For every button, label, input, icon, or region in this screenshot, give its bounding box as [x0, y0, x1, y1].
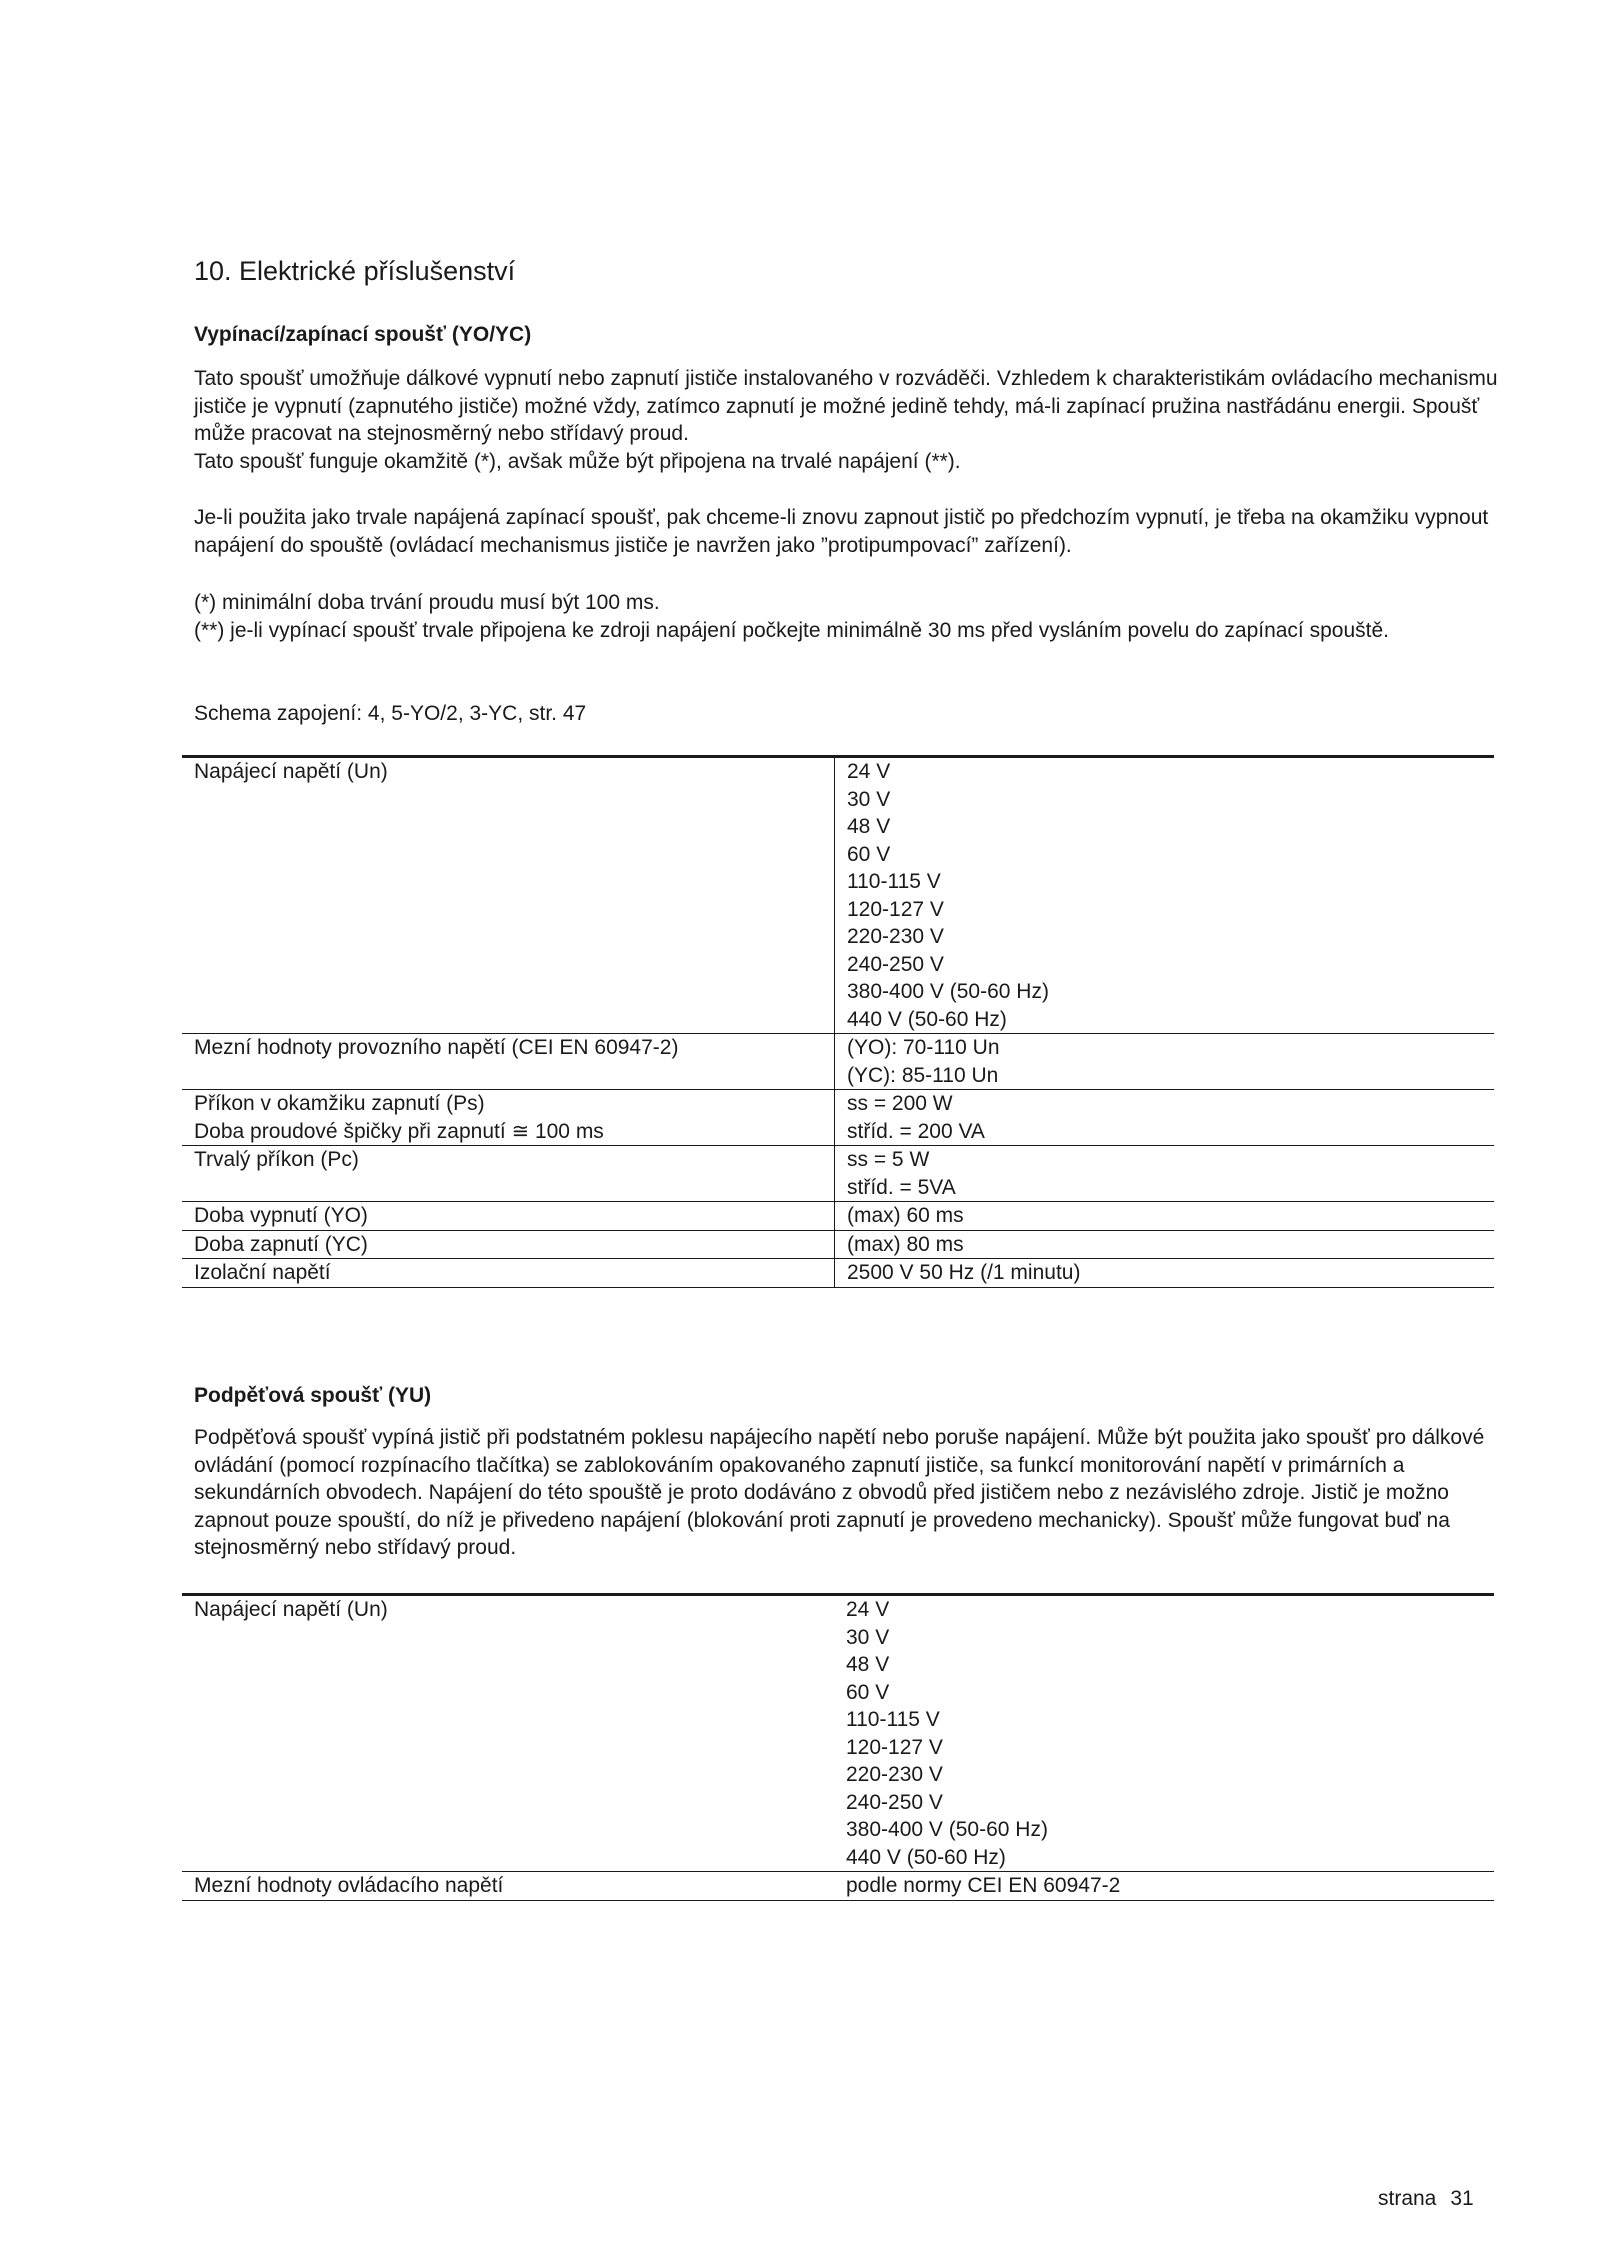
parameter-value: podle normy CEI EN 60947-2: [846, 1874, 1121, 1897]
parameter-value: 220-230 V: [847, 925, 944, 948]
parameter-value: 380-400 V (50-60 Hz): [847, 980, 1049, 1003]
section2-paragraph-1: Podpěťová spoušť vypíná jistič při podstatném poklesu napájecího napětí nebo poruše napájení. Může být použita jako spoušť pro dálkové ovládání (pomocí rozpínacího tlačítka) se zablokováním opakovaného zapnutí jističe, sa funkcí monitorování napětí v primárních a sekundárních obvodech. Napájení do této spouště je proto dodáváno z obvodů před jističem nebo z nezávislého zdroje. Jistič je možno zapnout pouze spouští, do níž je přivedeno napájení (blokování proti zapnutí je provedeno mechanicky). Spoušť může fungovat buď na stejnosměrný nebo střídavý proud.: [194, 1426, 1485, 1559]
value-cell: [834, 1595, 1494, 1872]
table-row: [182, 1872, 1494, 1901]
parameter-label: Doba zapnutí (YC): [194, 1232, 368, 1256]
parameter-cell: [182, 1230, 835, 1259]
section-title-yu: Podpěťová spoušť (YU): [194, 1384, 432, 1407]
parameter-cell: [182, 1146, 835, 1202]
parameter-value: 240-250 V: [846, 1790, 943, 1814]
spec-table-yu: [182, 1593, 1494, 1901]
section-title-yo-yc: Vypínací/zapínací spoušť (YO/YC): [194, 323, 532, 346]
parameter-value: (YO): 70-110 Un: [847, 1036, 1000, 1059]
section1-paragraph-2: Je-li použita jako trvale napájená zapínací spoušť, pak chceme-li znovu zapnout jistič po předchozím vypnutí, je třeba na okamžiku vypnout napájení do spouště (ovládací mechanismus jističe je navržen jako ”protipumpovací” zařízení).: [194, 506, 1489, 557]
table-row: [182, 757, 1494, 1034]
parameter-value: 48 V: [846, 1653, 890, 1676]
parameter-value: 24 V: [847, 760, 891, 783]
parameter-label: Napájecí napětí (Un): [194, 1598, 388, 1621]
parameter-value: 30 V: [847, 787, 891, 811]
parameter-label: Mezní hodnoty provozního napětí (CEI EN 60947-2): [194, 1036, 679, 1059]
parameter-label: Mezní hodnoty ovládacího napětí: [194, 1874, 504, 1897]
parameter-value: (YC): 85-110 Un: [847, 1063, 999, 1087]
parameter-value: 120-127 V: [847, 897, 944, 921]
page-number: [1378, 2187, 1488, 2211]
page-number-value: 31: [1450, 2187, 1474, 2210]
parameter-label: Doba proudové špičky při zapnutí ≅ 100 ms: [194, 1119, 604, 1143]
value-cell: [834, 1872, 1494, 1901]
parameter-value: 440 V (50-60 Hz): [846, 1845, 1006, 1869]
table-row: [182, 1090, 1494, 1146]
table-row: [182, 1595, 1494, 1872]
table-row: [182, 1034, 1494, 1090]
parameter-cell: [182, 1872, 834, 1901]
value-cell: [835, 1146, 1495, 1202]
parameter-label: Trvalý příkon (Pc): [194, 1148, 359, 1171]
parameter-label: Doba vypnutí (YO): [194, 1204, 368, 1227]
table-row: [182, 1202, 1494, 1231]
value-cell: [835, 1202, 1495, 1231]
spec-table-yo-yc: [182, 755, 1494, 1288]
parameter-value: 24 V: [846, 1598, 890, 1621]
value-cell: [835, 1034, 1495, 1090]
section1-paragraph-4: Schema zapojení: 4, 5-YO/2, 3-YC, str. 47: [194, 702, 587, 725]
parameter-cell: [182, 1595, 834, 1872]
parameter-value: 30 V: [846, 1625, 890, 1649]
value-cell: [835, 1259, 1495, 1288]
parameter-cell: [182, 1090, 835, 1146]
parameter-value: ss = 200 W: [847, 1092, 953, 1115]
section1-paragraph-3: (*) minimální doba trvání proudu musí být 100 ms. (**) je-li vypínací spoušť trvale připojena ke zdroji napájení počkejte minimálně 30 ms před vysláním povelu do zapínací spouště.: [194, 591, 1389, 642]
parameter-cell: [182, 1259, 835, 1288]
parameter-value: ss = 5 W: [847, 1148, 930, 1171]
parameter-value: (max) 80 ms: [847, 1232, 964, 1256]
parameter-value: (max) 60 ms: [847, 1204, 964, 1227]
parameter-cell: [182, 1034, 835, 1090]
value-cell: [835, 1090, 1495, 1146]
chapter-title: 10. Elektrické příslušenství: [194, 256, 516, 286]
value-cell: [835, 1230, 1495, 1259]
parameter-label: Napájecí napětí (Un): [194, 760, 388, 783]
table-row: [182, 1259, 1494, 1288]
parameter-label: Izolační napětí: [194, 1261, 331, 1284]
parameter-value: stříd. = 5VA: [847, 1175, 956, 1199]
value-cell: [835, 757, 1495, 1034]
parameter-label: Příkon v okamžiku zapnutí (Ps): [194, 1092, 485, 1115]
parameter-cell: [182, 1202, 835, 1231]
parameter-value: 60 V: [847, 842, 891, 866]
parameter-value: 2500 V 50 Hz (/1 minutu): [847, 1261, 1081, 1284]
parameter-value: 380-400 V (50-60 Hz): [846, 1818, 1048, 1841]
parameter-value: 120-127 V: [846, 1735, 943, 1759]
parameter-value: stříd. = 200 VA: [847, 1119, 985, 1143]
parameter-value: 110-115 V: [847, 870, 941, 893]
parameter-value: 220-230 V: [846, 1763, 943, 1786]
parameter-cell: [182, 757, 835, 1034]
section1-paragraph-1: Tato spoušť umožňuje dálkové vypnutí nebo zapnutí jističe instalovaného v rozváděči. Vzhledem k charakteristikám ovládacího mechanismu jističe je vypnutí (zapnutého jističe) možné vždy, zatímco zapnutí je možné jedině tehdy, má-li zapínací pružina nastřádánu energii. Spoušť může pracovat na stejnosměrný nebo střídavý proud. Tato spoušť funguje okamžitě (*), avšak může být připojena na trvalé napájení (**).: [194, 367, 1498, 473]
parameter-value: 440 V (50-60 Hz): [847, 1007, 1007, 1031]
parameter-value: 240-250 V: [847, 952, 944, 976]
parameter-value: 48 V: [847, 815, 891, 838]
parameter-value: 60 V: [846, 1680, 890, 1704]
table-row: [182, 1230, 1494, 1259]
table-row: [182, 1146, 1494, 1202]
parameter-value: 110-115 V: [846, 1708, 940, 1731]
page-label: strana: [1378, 2187, 1437, 2210]
